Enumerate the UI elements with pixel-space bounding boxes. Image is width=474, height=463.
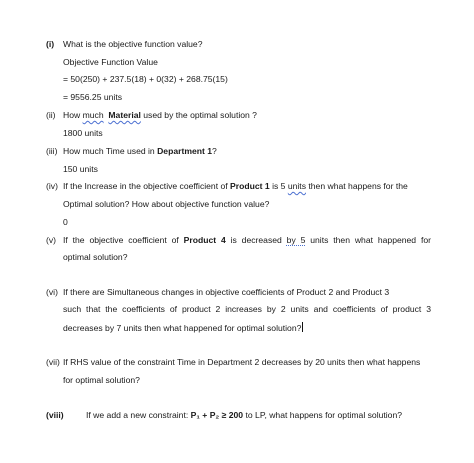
question-4-line2: Optimal solution? How about objective function value? bbox=[63, 199, 270, 209]
question-5-post: units then what happened for bbox=[305, 235, 431, 245]
question-2-much: much bbox=[82, 110, 104, 120]
answer-1-title: Objective Function Value bbox=[63, 57, 158, 67]
answer-3: 150 units bbox=[63, 164, 98, 174]
question-5-bold: Product 4 bbox=[183, 235, 226, 245]
question-5-pre: If the objective coefficient of bbox=[63, 235, 184, 245]
question-8-constraint: P₁ + P₂ ≥ 200 bbox=[190, 410, 244, 420]
question-2-text bbox=[63, 110, 257, 121]
question-3-number: (iii) bbox=[46, 146, 58, 156]
question-4-line1 bbox=[63, 181, 408, 192]
question-2-post: used by the optimal solution ? bbox=[140, 110, 257, 120]
question-6-line1: If there are Simultaneous changes in objective coefficients of Product 2 and Product 3 bbox=[63, 287, 390, 297]
question-6-line3 bbox=[63, 322, 303, 334]
question-1-number: (i) bbox=[46, 39, 55, 49]
question-2-material: Material bbox=[108, 110, 141, 120]
question-2-pre: How bbox=[63, 110, 83, 120]
question-6-number: (vi) bbox=[46, 287, 58, 297]
text-cursor bbox=[302, 322, 303, 332]
question-8-number bbox=[46, 410, 64, 421]
question-3-bold: Department 1 bbox=[157, 146, 213, 156]
question-1-text: What is the objective function value? bbox=[63, 39, 203, 49]
question-8-pre: If we add a new constraint: bbox=[86, 410, 191, 420]
question-5-line2: optimal solution? bbox=[63, 252, 128, 262]
answer-4: 0 bbox=[63, 217, 68, 227]
answer-1-result: = 9556.25 units bbox=[63, 92, 123, 102]
answer-2: 1800 units bbox=[63, 128, 103, 138]
question-7-number: (vii) bbox=[46, 357, 60, 367]
question-4-number: (iv) bbox=[46, 181, 58, 191]
question-4-pre: If the Increase in the objective coefficient of bbox=[63, 181, 231, 191]
question-8-number-text: (viii) bbox=[46, 410, 64, 420]
question-6-line2: such that the coefficients of product 2 increases by 2 units and coefficients of product 3 bbox=[63, 304, 431, 314]
question-3-pre: How much Time used in bbox=[63, 146, 158, 156]
question-3-post: ? bbox=[212, 146, 217, 156]
question-7-line2: for optimal solution? bbox=[63, 375, 140, 385]
question-5-line1 bbox=[63, 235, 431, 246]
question-5-by: by 5 bbox=[286, 235, 306, 245]
question-8-post: to LP, what happens for optimal solution? bbox=[243, 410, 403, 420]
question-4-units: units bbox=[287, 181, 306, 191]
answer-1-equation: = 50(250) + 237.5(18) + 0(32) + 268.75(15) bbox=[63, 74, 228, 84]
question-8-text bbox=[86, 410, 402, 421]
question-4-post: then what happens for the bbox=[306, 181, 408, 191]
question-5-mid: is decreased bbox=[225, 235, 287, 245]
question-6-line3-text: decreases by 7 units then what happened for optimal solution? bbox=[63, 323, 302, 333]
question-4-bold: Product 1 bbox=[230, 181, 270, 191]
question-4-mid: is 5 bbox=[269, 181, 288, 191]
question-7-line1: If RHS value of the constraint Time in Department 2 decreases by 20 units then what happens bbox=[63, 357, 421, 367]
question-3-text bbox=[63, 146, 217, 157]
question-2-number: (ii) bbox=[46, 110, 56, 120]
question-1 bbox=[46, 39, 54, 50]
question-5-number: (v) bbox=[46, 235, 57, 245]
